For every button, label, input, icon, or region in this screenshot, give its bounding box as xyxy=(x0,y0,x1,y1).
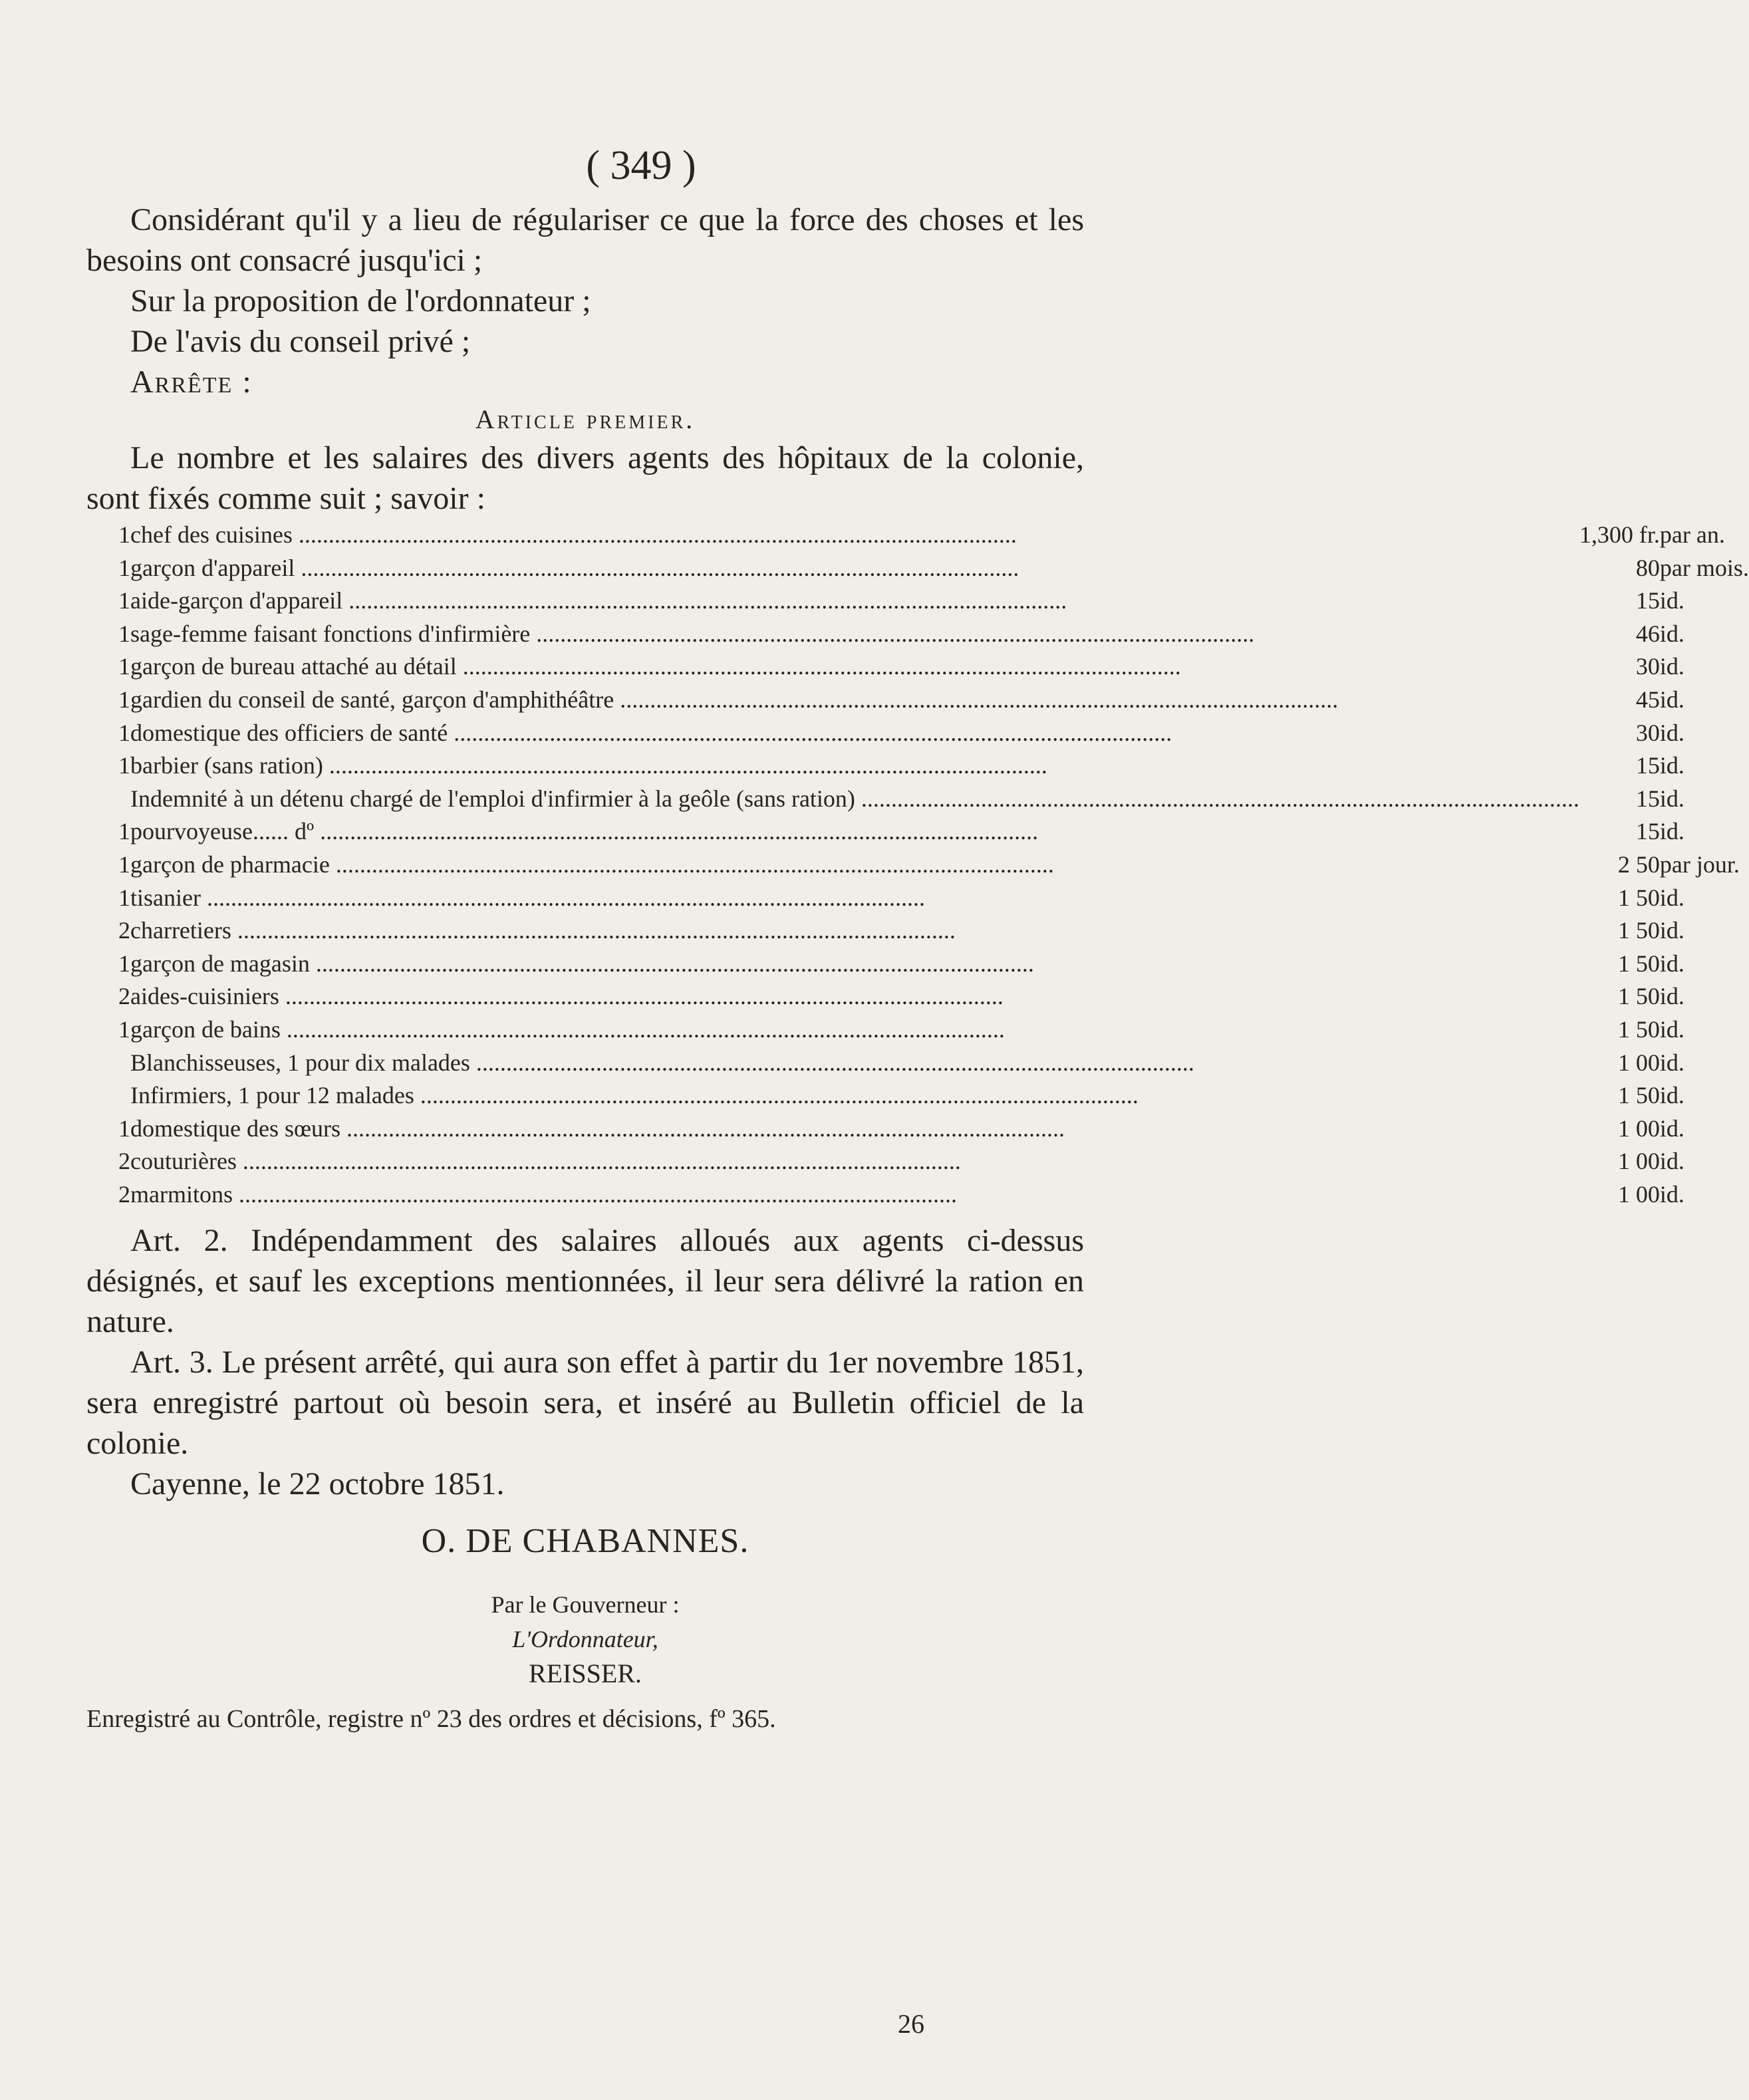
salary-row xyxy=(118,980,1749,1013)
salary-amount: 15 xyxy=(1635,818,1660,845)
salary-qty: 1 xyxy=(118,587,130,614)
salary-row xyxy=(118,849,1749,882)
article-2-text: Art. 2. Indépendamment des salaires alloués aux agents ci-dessus désignés, et sauf les exceptions mentionnées, il leur sera délivré la ration en nature. xyxy=(86,1223,1084,1340)
salary-description xyxy=(130,1013,1579,1047)
article-title: Article premier. xyxy=(475,404,696,434)
salary-description-text: garçon de magasin ........................................................................................................................ xyxy=(130,950,1034,977)
salary-description-text: couturières ........................................................................................................................ xyxy=(130,1148,961,1175)
salary-amount: 1 50 xyxy=(1617,950,1660,977)
salary-row xyxy=(118,1013,1749,1047)
salary-unit: id. xyxy=(1659,818,1684,845)
salary-description xyxy=(130,914,1579,948)
salary-row xyxy=(118,519,1749,552)
salary-qty: 1 xyxy=(118,1115,130,1142)
salary-amount: 15 xyxy=(1635,587,1660,614)
salary-amount: 1 00 xyxy=(1617,1148,1660,1175)
salary-description xyxy=(130,1178,1579,1212)
salary-unit: id. xyxy=(1659,884,1684,911)
salary-unit: id. xyxy=(1659,1148,1684,1175)
salary-unit: par an. xyxy=(1659,521,1725,548)
salary-unit: id. xyxy=(1659,1180,1684,1208)
salary-qty: 2 xyxy=(118,1180,130,1208)
salary-unit: id. xyxy=(1659,950,1684,977)
salary-amount: 46 xyxy=(1635,620,1660,647)
salary-description-text: tisanier ........................................................................................................................ xyxy=(130,884,925,911)
salary-amount: 1 00 xyxy=(1617,1115,1660,1142)
salary-description xyxy=(130,980,1579,1013)
salary-description-text: garçon d'appareil ........................................................................................................................ xyxy=(130,554,1019,581)
salary-amount: 1 50 xyxy=(1617,917,1660,944)
salary-description-text: Blanchisseuses, 1 pour dix malades ........................................................................................................................ xyxy=(130,1049,1194,1076)
salary-qty: 1 xyxy=(118,521,130,548)
salary-amount: 1,300 fr. xyxy=(1579,521,1660,548)
par-le-gouverneur: Par le Gouverneur : xyxy=(491,1591,680,1619)
salary-unit: par jour. xyxy=(1659,851,1740,878)
salary-qty: 1 xyxy=(118,1015,130,1043)
salary-qty: 2 xyxy=(118,983,130,1010)
salary-unit: par mois. xyxy=(1659,554,1749,581)
salary-description-text: Indemnité à un détenu chargé de l'emploi d'infirmier à la geôle (sans ration) ........................................................................................................................ xyxy=(130,785,1579,812)
salary-row xyxy=(118,650,1749,684)
salary-row xyxy=(118,717,1749,750)
salary-amount: 15 xyxy=(1635,752,1660,779)
salary-description xyxy=(130,1113,1579,1146)
reisser-name: REISSER. xyxy=(528,1658,642,1689)
salary-unit: id. xyxy=(1659,1015,1684,1043)
salary-description-text: aides-cuisiniers ........................................................................................................................ xyxy=(130,983,1004,1010)
salary-qty: 1 xyxy=(118,554,130,581)
salary-description xyxy=(130,849,1579,882)
arrete-heading: Arrête : xyxy=(130,364,253,400)
salary-qty xyxy=(118,783,130,816)
salary-description xyxy=(130,519,1579,552)
salary-row xyxy=(118,1079,1749,1113)
salary-unit: id. xyxy=(1659,719,1684,746)
salary-amount: 30 xyxy=(1635,719,1660,746)
article-1-text: Le nombre et les salaires des divers agents des hôpitaux de la colonie, sont fixés comme suit ; savoir : xyxy=(86,440,1084,516)
salary-description-text: Infirmiers, 1 pour 12 malades ........................................................................................................................ xyxy=(130,1082,1139,1109)
salary-amount: 1 50 xyxy=(1617,1082,1660,1109)
salary-unit: id. xyxy=(1659,620,1684,647)
salary-unit: id. xyxy=(1659,653,1684,680)
salary-amount: 1 00 xyxy=(1617,1049,1660,1076)
salary-description-text: charretiers ........................................................................................................................ xyxy=(130,917,956,944)
salary-qty: 1 xyxy=(118,851,130,878)
salary-amount: 1 50 xyxy=(1617,1015,1660,1043)
salary-description xyxy=(130,1145,1579,1178)
salary-description xyxy=(130,882,1579,915)
salary-row xyxy=(118,585,1749,618)
salary-qty: 2 xyxy=(118,1148,130,1175)
salary-description-text: domestique des officiers de santé ........................................................................................................................ xyxy=(130,719,1172,746)
salary-description xyxy=(130,618,1579,651)
salary-amount: 2 50 xyxy=(1617,851,1660,878)
salary-description-text: domestique des sœurs ........................................................................................................................ xyxy=(130,1115,1065,1142)
intro-avis: De l'avis du conseil privé ; xyxy=(130,324,471,359)
salary-row xyxy=(118,783,1749,816)
salary-description-text: barbier (sans ration) ........................................................................................................................ xyxy=(130,752,1047,779)
signature-mark: 26 xyxy=(898,2009,924,2039)
salary-description-text: sage-femme faisant fonctions d'infirmière ........................................................................................................................ xyxy=(130,620,1255,647)
salary-amount: 1 00 xyxy=(1617,1180,1660,1208)
salary-row xyxy=(118,552,1749,585)
registration-note: Enregistré au Contrôle, registre nº 23 des ordres et décisions, fº 365. xyxy=(86,1705,776,1734)
salary-description xyxy=(130,948,1579,981)
salary-unit: id. xyxy=(1659,752,1684,779)
signer-name: O. DE CHABANNES. xyxy=(421,1522,749,1561)
salary-unit: id. xyxy=(1659,686,1684,713)
salary-row xyxy=(118,1113,1749,1146)
salary-qty: 1 xyxy=(118,884,130,911)
salary-unit: id. xyxy=(1659,785,1684,812)
salary-qty: 1 xyxy=(118,653,130,680)
salary-unit: id. xyxy=(1659,917,1684,944)
salary-description xyxy=(130,1079,1579,1113)
salary-description xyxy=(130,749,1579,783)
salary-qty: 1 xyxy=(118,752,130,779)
salary-amount: 1 50 xyxy=(1617,983,1660,1010)
salary-description xyxy=(130,717,1579,750)
date-line: Cayenne, le 22 octobre 1851. xyxy=(130,1466,505,1502)
salary-qty: 1 xyxy=(118,950,130,977)
salary-qty: 1 xyxy=(118,620,130,647)
salary-row xyxy=(118,882,1749,915)
salary-description-text: gardien du conseil de santé, garçon d'amphithéâtre ........................................................................................................................ xyxy=(130,686,1339,713)
salary-row xyxy=(118,948,1749,981)
salary-row xyxy=(118,815,1749,849)
salary-unit: id. xyxy=(1659,1115,1684,1142)
salary-qty: 1 xyxy=(118,719,130,746)
salary-unit: id. xyxy=(1659,983,1684,1010)
salary-description-text: marmitons ........................................................................................................................ xyxy=(130,1180,957,1208)
salary-description xyxy=(130,684,1579,717)
salary-row xyxy=(118,1047,1749,1080)
salary-description-text: chef des cuisines ........................................................................................................................ xyxy=(130,521,1017,548)
salary-description-text: aide-garçon d'appareil ........................................................................................................................ xyxy=(130,587,1067,614)
document-body xyxy=(86,199,1749,1734)
salary-row xyxy=(118,914,1749,948)
salary-description xyxy=(130,815,1579,849)
salary-description-text: pourvoyeuse...... dº ........................................................................................................................ xyxy=(130,818,1039,845)
salary-table xyxy=(118,519,1749,1211)
salary-amount: 80 xyxy=(1635,554,1660,581)
page-number: ( 349 ) xyxy=(586,143,696,188)
salary-description-text: garçon de bains ........................................................................................................................ xyxy=(130,1015,1005,1043)
salary-row xyxy=(118,749,1749,783)
ordonnateur-title: L'Ordonnateur, xyxy=(512,1626,658,1653)
salary-row xyxy=(118,684,1749,717)
salary-description xyxy=(130,1047,1579,1080)
article-3-text: Art. 3. Le présent arrêté, qui aura son effet à partir du 1er novembre 1851, sera enregistré partout où besoin sera, et inséré au Bulletin officiel de la colonie. xyxy=(86,1345,1084,1462)
salary-unit: id. xyxy=(1659,587,1684,614)
salary-description-text: garçon de pharmacie ........................................................................................................................ xyxy=(130,851,1054,878)
salary-qty: 1 xyxy=(118,686,130,713)
salary-description xyxy=(130,585,1579,618)
intro-proposition: Sur la proposition de l'ordonnateur ; xyxy=(130,283,591,319)
salary-description-text: garçon de bureau attaché au détail ........................................................................................................................ xyxy=(130,653,1181,680)
salary-row xyxy=(118,618,1749,651)
salary-qty: 1 xyxy=(118,818,130,845)
salary-amount: 1 50 xyxy=(1617,884,1660,911)
salary-qty xyxy=(118,1047,130,1080)
salary-amount: 15 xyxy=(1635,785,1660,812)
salary-amount: 30 xyxy=(1635,653,1660,680)
salary-description xyxy=(130,650,1579,684)
salary-row xyxy=(118,1145,1749,1178)
salary-unit: id. xyxy=(1659,1049,1684,1076)
salary-description xyxy=(130,552,1579,585)
intro-considerant: Considérant qu'il y a lieu de régulariser ce que la force des choses et les besoins ont consacré jusqu'ici ; xyxy=(86,202,1084,278)
salary-row xyxy=(118,1178,1749,1212)
salary-description xyxy=(130,783,1579,816)
salary-unit: id. xyxy=(1659,1082,1684,1109)
salary-qty: 2 xyxy=(118,917,130,944)
salary-amount: 45 xyxy=(1635,686,1660,713)
salary-qty xyxy=(118,1079,130,1113)
